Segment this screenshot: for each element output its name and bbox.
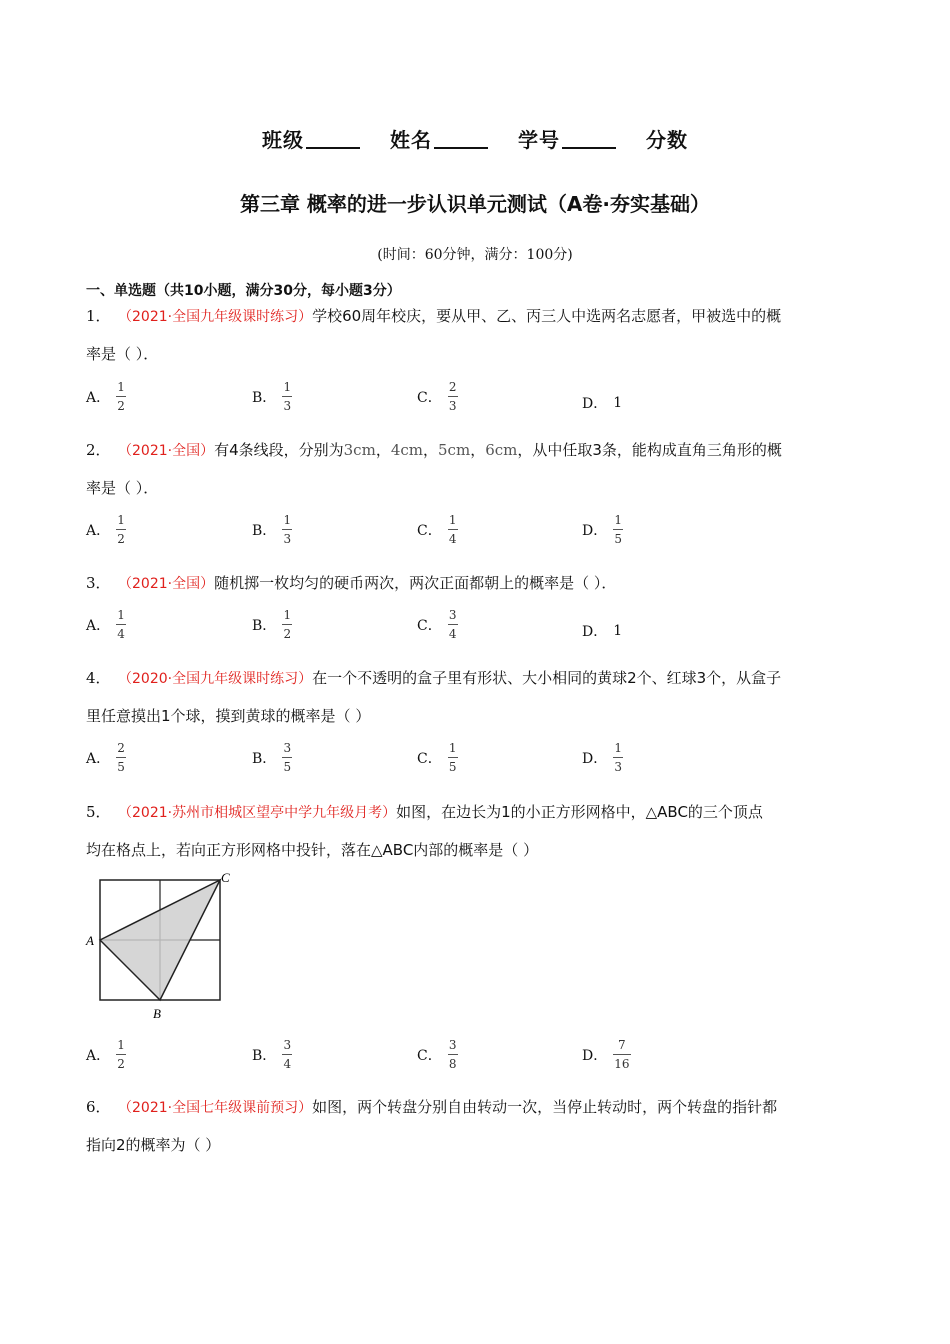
page-title: 第三章 概率的进一步认识单元测试（A卷·夯实基础） <box>239 192 711 216</box>
question-number: 1． <box>86 307 111 325</box>
section-heading: 一、单选题（共10小题，满分30分，每小题3分） <box>86 283 401 299</box>
vertex-c-label: C <box>221 870 230 885</box>
q2-option-c[interactable]: C． $\frac{1}{4}$ <box>417 513 457 546</box>
q4-option-a[interactable]: A． $\frac{2}{5}$ <box>86 741 125 774</box>
question-text: 有4条线段，分别为 <box>214 441 344 459</box>
fraction: $\frac{1}{2}$ <box>117 1038 125 1071</box>
q3-option-c[interactable]: C． $\frac{3}{4}$ <box>417 608 457 641</box>
q2-option-d[interactable]: D． $\frac{1}{5}$ <box>582 513 623 546</box>
q4-option-d[interactable]: D． $\frac{1}{3}$ <box>582 741 623 774</box>
question-text: 如图，在边长为1的小正方形网格中，△ABC的三个顶点 <box>396 803 763 821</box>
measure: 3cm <box>343 441 376 459</box>
question-source: （2021·全国） <box>118 443 215 459</box>
question-text: 在一个不透明的盒子里有形状、大小相同的黄球2个、红球3个，从盒子 <box>312 669 782 687</box>
q3-option-d[interactable]: D． 1 <box>582 623 623 640</box>
question-source: （2021·苏州市相城区望亭中学九年级月考） <box>118 805 397 821</box>
q5-option-c[interactable]: C． $\frac{3}{8}$ <box>417 1038 457 1071</box>
id-label: 学号 <box>517 128 560 152</box>
fraction: $\frac{3}{5}$ <box>283 741 292 774</box>
measure: 5cm <box>438 441 471 459</box>
class-blank[interactable] <box>306 129 360 149</box>
question-source: （2021·全国七年级课前预习） <box>118 1100 313 1116</box>
question-1 <box>86 306 781 327</box>
fraction: $\frac{3}{8}$ <box>448 1038 457 1071</box>
question-text: 随机掷一枚均匀的硬币两次，两次正面都朝上的概率是（ ）． <box>214 574 617 592</box>
q5-option-a[interactable]: A． $\frac{1}{2}$ <box>86 1038 125 1071</box>
question-source: （2021·全国九年级课时练习） <box>118 309 313 325</box>
q1-option-c[interactable]: C． $\frac{2}{3}$ <box>417 380 457 413</box>
fraction: $\frac{1}{2}$ <box>283 608 292 641</box>
q1-option-a[interactable]: A． $\frac{1}{2}$ <box>86 380 125 413</box>
question-source: （2021·全国） <box>118 576 215 592</box>
fraction: $\frac{1}{3}$ <box>283 380 292 413</box>
fraction: $\frac{2}{3}$ <box>448 380 457 413</box>
class-label: 班级 <box>262 128 305 152</box>
name-blank[interactable] <box>434 129 488 149</box>
name-label: 姓名 <box>390 128 433 152</box>
measure: 6cm <box>485 441 518 459</box>
question-6 <box>86 1097 777 1118</box>
q3-option-a[interactable]: A． $\frac{1}{4}$ <box>86 608 125 641</box>
question-2-cont: 率是（ ）． <box>86 479 159 497</box>
q2-option-a[interactable]: A． $\frac{1}{2}$ <box>86 513 125 546</box>
question-number: 5． <box>86 803 111 821</box>
question-number: 2． <box>86 441 111 459</box>
student-info-header <box>0 124 950 153</box>
question-1-cont: 率是（ ）． <box>86 345 159 363</box>
id-blank[interactable] <box>562 129 616 149</box>
fraction: $\frac{1}{5}$ <box>614 513 623 546</box>
question-text: ，从中任取3条，能构成直角三角形的概 <box>517 441 782 459</box>
q5-option-d[interactable]: D． $\frac{7}{16}$ <box>582 1038 630 1071</box>
fraction: $\frac{1}{2}$ <box>117 513 125 546</box>
measure: 4cm <box>390 441 423 459</box>
question-3 <box>86 573 616 594</box>
q3-option-b[interactable]: B． $\frac{1}{2}$ <box>252 608 292 641</box>
q1-option-b[interactable]: B． $\frac{1}{3}$ <box>252 380 292 413</box>
fraction: $\frac{1}{5}$ <box>448 741 457 774</box>
vertex-a-label: A <box>86 933 94 948</box>
question-number: 3． <box>86 574 111 592</box>
question-2: 2． （2021·全国）有4条线段，分别为3cm，4cm，5cm，6cm，从中任取3条，能构成直角三角形的概 <box>86 441 782 459</box>
exam-meta: (时间：60分钟，满分：100分) <box>377 247 573 263</box>
vertex-b-label: B <box>153 1006 161 1021</box>
fraction: $\frac{1}{4}$ <box>448 513 457 546</box>
triangle-grid-figure <box>82 868 242 1024</box>
question-number: 6． <box>86 1098 111 1116</box>
question-text: 学校60周年校庆，要从甲、乙、丙三人中选两名志愿者，甲被选中的概 <box>312 307 782 325</box>
score-label: 分数 <box>645 128 688 152</box>
fraction: $\frac{1}{2}$ <box>117 380 125 413</box>
fraction: $\frac{2}{5}$ <box>117 741 125 774</box>
question-4-cont: 里任意摸出1个球，摸到黄球的概率是（ ） <box>86 707 371 725</box>
q4-option-b[interactable]: B． $\frac{3}{5}$ <box>252 741 292 774</box>
fraction: $\frac{1}{4}$ <box>117 608 125 641</box>
fraction: $\frac{3}{4}$ <box>283 1038 292 1071</box>
q5-option-b[interactable]: B． $\frac{3}{4}$ <box>252 1038 292 1071</box>
question-5-cont: 均在格点上，若向正方形网格中投针，落在△ABC内部的概率是（ ） <box>86 841 539 859</box>
fraction: $\frac{7}{16}$ <box>614 1038 630 1071</box>
question-6-cont: 指向2的概率为（ ） <box>86 1136 221 1154</box>
question-text: 如图，两个转盘分别自由转动一次，当停止转动时，两个转盘的指针都 <box>312 1098 778 1116</box>
fraction: $\frac{1}{3}$ <box>614 741 623 774</box>
q1-option-d[interactable]: D． 1 <box>582 395 623 412</box>
fraction: $\frac{1}{3}$ <box>283 513 292 546</box>
question-5 <box>86 802 763 823</box>
q2-option-b[interactable]: B． $\frac{1}{3}$ <box>252 513 292 546</box>
q4-option-c[interactable]: C． $\frac{1}{5}$ <box>417 741 457 774</box>
question-number: 4． <box>86 669 111 687</box>
question-4 <box>86 668 781 689</box>
fraction: $\frac{3}{4}$ <box>448 608 457 641</box>
question-source: （2020·全国九年级课时练习） <box>118 671 313 687</box>
